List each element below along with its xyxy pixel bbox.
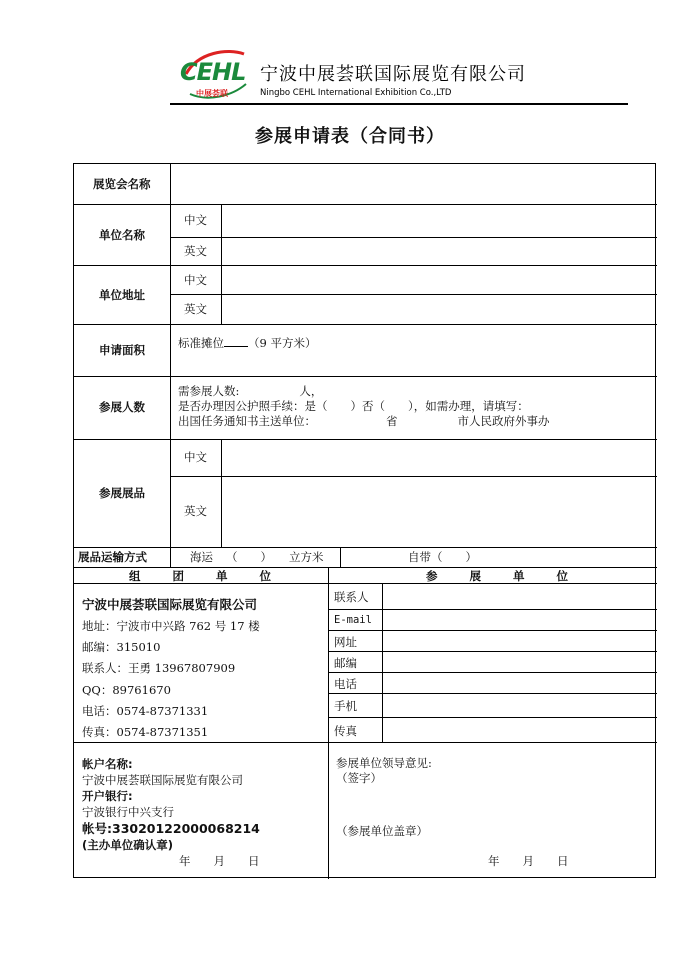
company-name-en-label: 英文 bbox=[184, 244, 207, 258]
exhibits-label: 参展展品 bbox=[99, 486, 145, 500]
exhibition-name-label: 展览会名称 bbox=[93, 177, 151, 191]
area-field[interactable] bbox=[178, 336, 316, 350]
transport-sea-checkbox[interactable]: （ ） bbox=[226, 550, 272, 564]
organizer-seal: (主办单位确认章) bbox=[82, 838, 174, 852]
organizer-address: 地址：宁波市中兴路 762 号 17 楼 bbox=[82, 619, 260, 633]
foreign-affairs-label: 市人民政府外事办 bbox=[457, 414, 550, 428]
participant-count-unit: 人， bbox=[299, 384, 323, 398]
organizer-heading: 组 团 单 位 bbox=[129, 569, 286, 583]
company-name-cn: 宁波中展荟联国际展览有限公司 bbox=[260, 64, 526, 85]
organizer-contact: 联系人：王勇 13967807909 bbox=[82, 661, 236, 675]
account-name-label: 帐户名称: bbox=[82, 757, 133, 771]
organizer-phone: 电话：0574-87371331 bbox=[82, 704, 209, 718]
apply-area-label: 申请面积 bbox=[99, 343, 145, 357]
transport-self-checkbox[interactable]: 自带（ ） bbox=[408, 550, 477, 564]
exhibitor-fax-label: 传真 bbox=[334, 724, 357, 738]
participants-label: 参展人数 bbox=[99, 400, 145, 414]
exhibitor-seal[interactable]: （参展单位盖章） bbox=[336, 824, 428, 838]
account-name: 宁波中展荟联国际展览有限公司 bbox=[82, 773, 243, 787]
area-blank[interactable] bbox=[224, 337, 248, 347]
header-divider bbox=[170, 103, 628, 105]
address-en-label: 英文 bbox=[184, 302, 207, 316]
page-title: 参展申请表（合同书） bbox=[255, 126, 445, 147]
organizer-name: 宁波中展荟联国际展览有限公司 bbox=[82, 597, 258, 612]
participant-count-label: 需参展人数: bbox=[178, 384, 240, 398]
leader-date: 年 月 日 bbox=[488, 854, 569, 868]
area-suffix: （9 平方米） bbox=[248, 336, 317, 350]
exhibits-cn-label: 中文 bbox=[184, 450, 207, 464]
organizer-date: 年 月 日 bbox=[179, 854, 260, 868]
company-name-en: Ningbo CEHL International Exhibition Co.,LTD bbox=[260, 88, 452, 98]
address-cn-label: 中文 bbox=[184, 273, 207, 287]
company-name-cn-label: 中文 bbox=[184, 213, 207, 227]
bank-name: 宁波银行中兴支行 bbox=[82, 805, 174, 819]
exhibitor-postcode-label: 邮编 bbox=[334, 656, 357, 670]
exhibitor-contact-label: 联系人 bbox=[334, 590, 369, 604]
exhibitor-heading: 参 展 单 位 bbox=[426, 569, 583, 583]
organizer-postcode: 邮编：315010 bbox=[82, 640, 161, 654]
organizer-fax: 传真：0574-87371351 bbox=[82, 725, 209, 739]
transport-cubic-label: 立方米 bbox=[289, 550, 324, 564]
exhibitor-website-label: 网址 bbox=[334, 635, 357, 649]
task-notice-field[interactable] bbox=[178, 414, 550, 428]
bank-label: 开户银行: bbox=[82, 789, 133, 803]
participant-count-field[interactable] bbox=[178, 384, 322, 398]
account-number: 帐号:33020122000068214 bbox=[82, 821, 260, 836]
company-address-label: 单位地址 bbox=[99, 288, 145, 302]
company-logo bbox=[178, 44, 250, 104]
logo-subtext: 中展荟联 bbox=[196, 89, 228, 98]
leader-opinion-label: 参展单位领导意见: bbox=[336, 756, 432, 770]
province-label: 省 bbox=[386, 414, 398, 428]
transport-label: 展品运输方式 bbox=[78, 550, 147, 564]
logo-text: CEHL bbox=[180, 58, 246, 86]
task-notice-label: 出国任务通知书主送单位： bbox=[178, 414, 316, 428]
company-name-label: 单位名称 bbox=[99, 228, 145, 242]
transport-sea-label: 海运 bbox=[190, 550, 213, 564]
exhibitor-mobile-label: 手机 bbox=[334, 699, 357, 713]
passport-question: 是否办理因公护照手续：是（ ）否（ ），如需办理，请填写： bbox=[178, 399, 529, 413]
letterhead bbox=[178, 44, 628, 106]
leader-sign[interactable]: （签字） bbox=[336, 771, 382, 785]
organizer-qq: QQ：89761670 bbox=[82, 683, 171, 697]
exhibits-en-label: 英文 bbox=[184, 504, 207, 518]
exhibitor-phone-label: 电话 bbox=[334, 677, 357, 691]
application-form bbox=[73, 163, 656, 878]
area-prefix: 标准摊位 bbox=[178, 336, 224, 350]
exhibitor-email-label: E-mail bbox=[334, 614, 372, 626]
